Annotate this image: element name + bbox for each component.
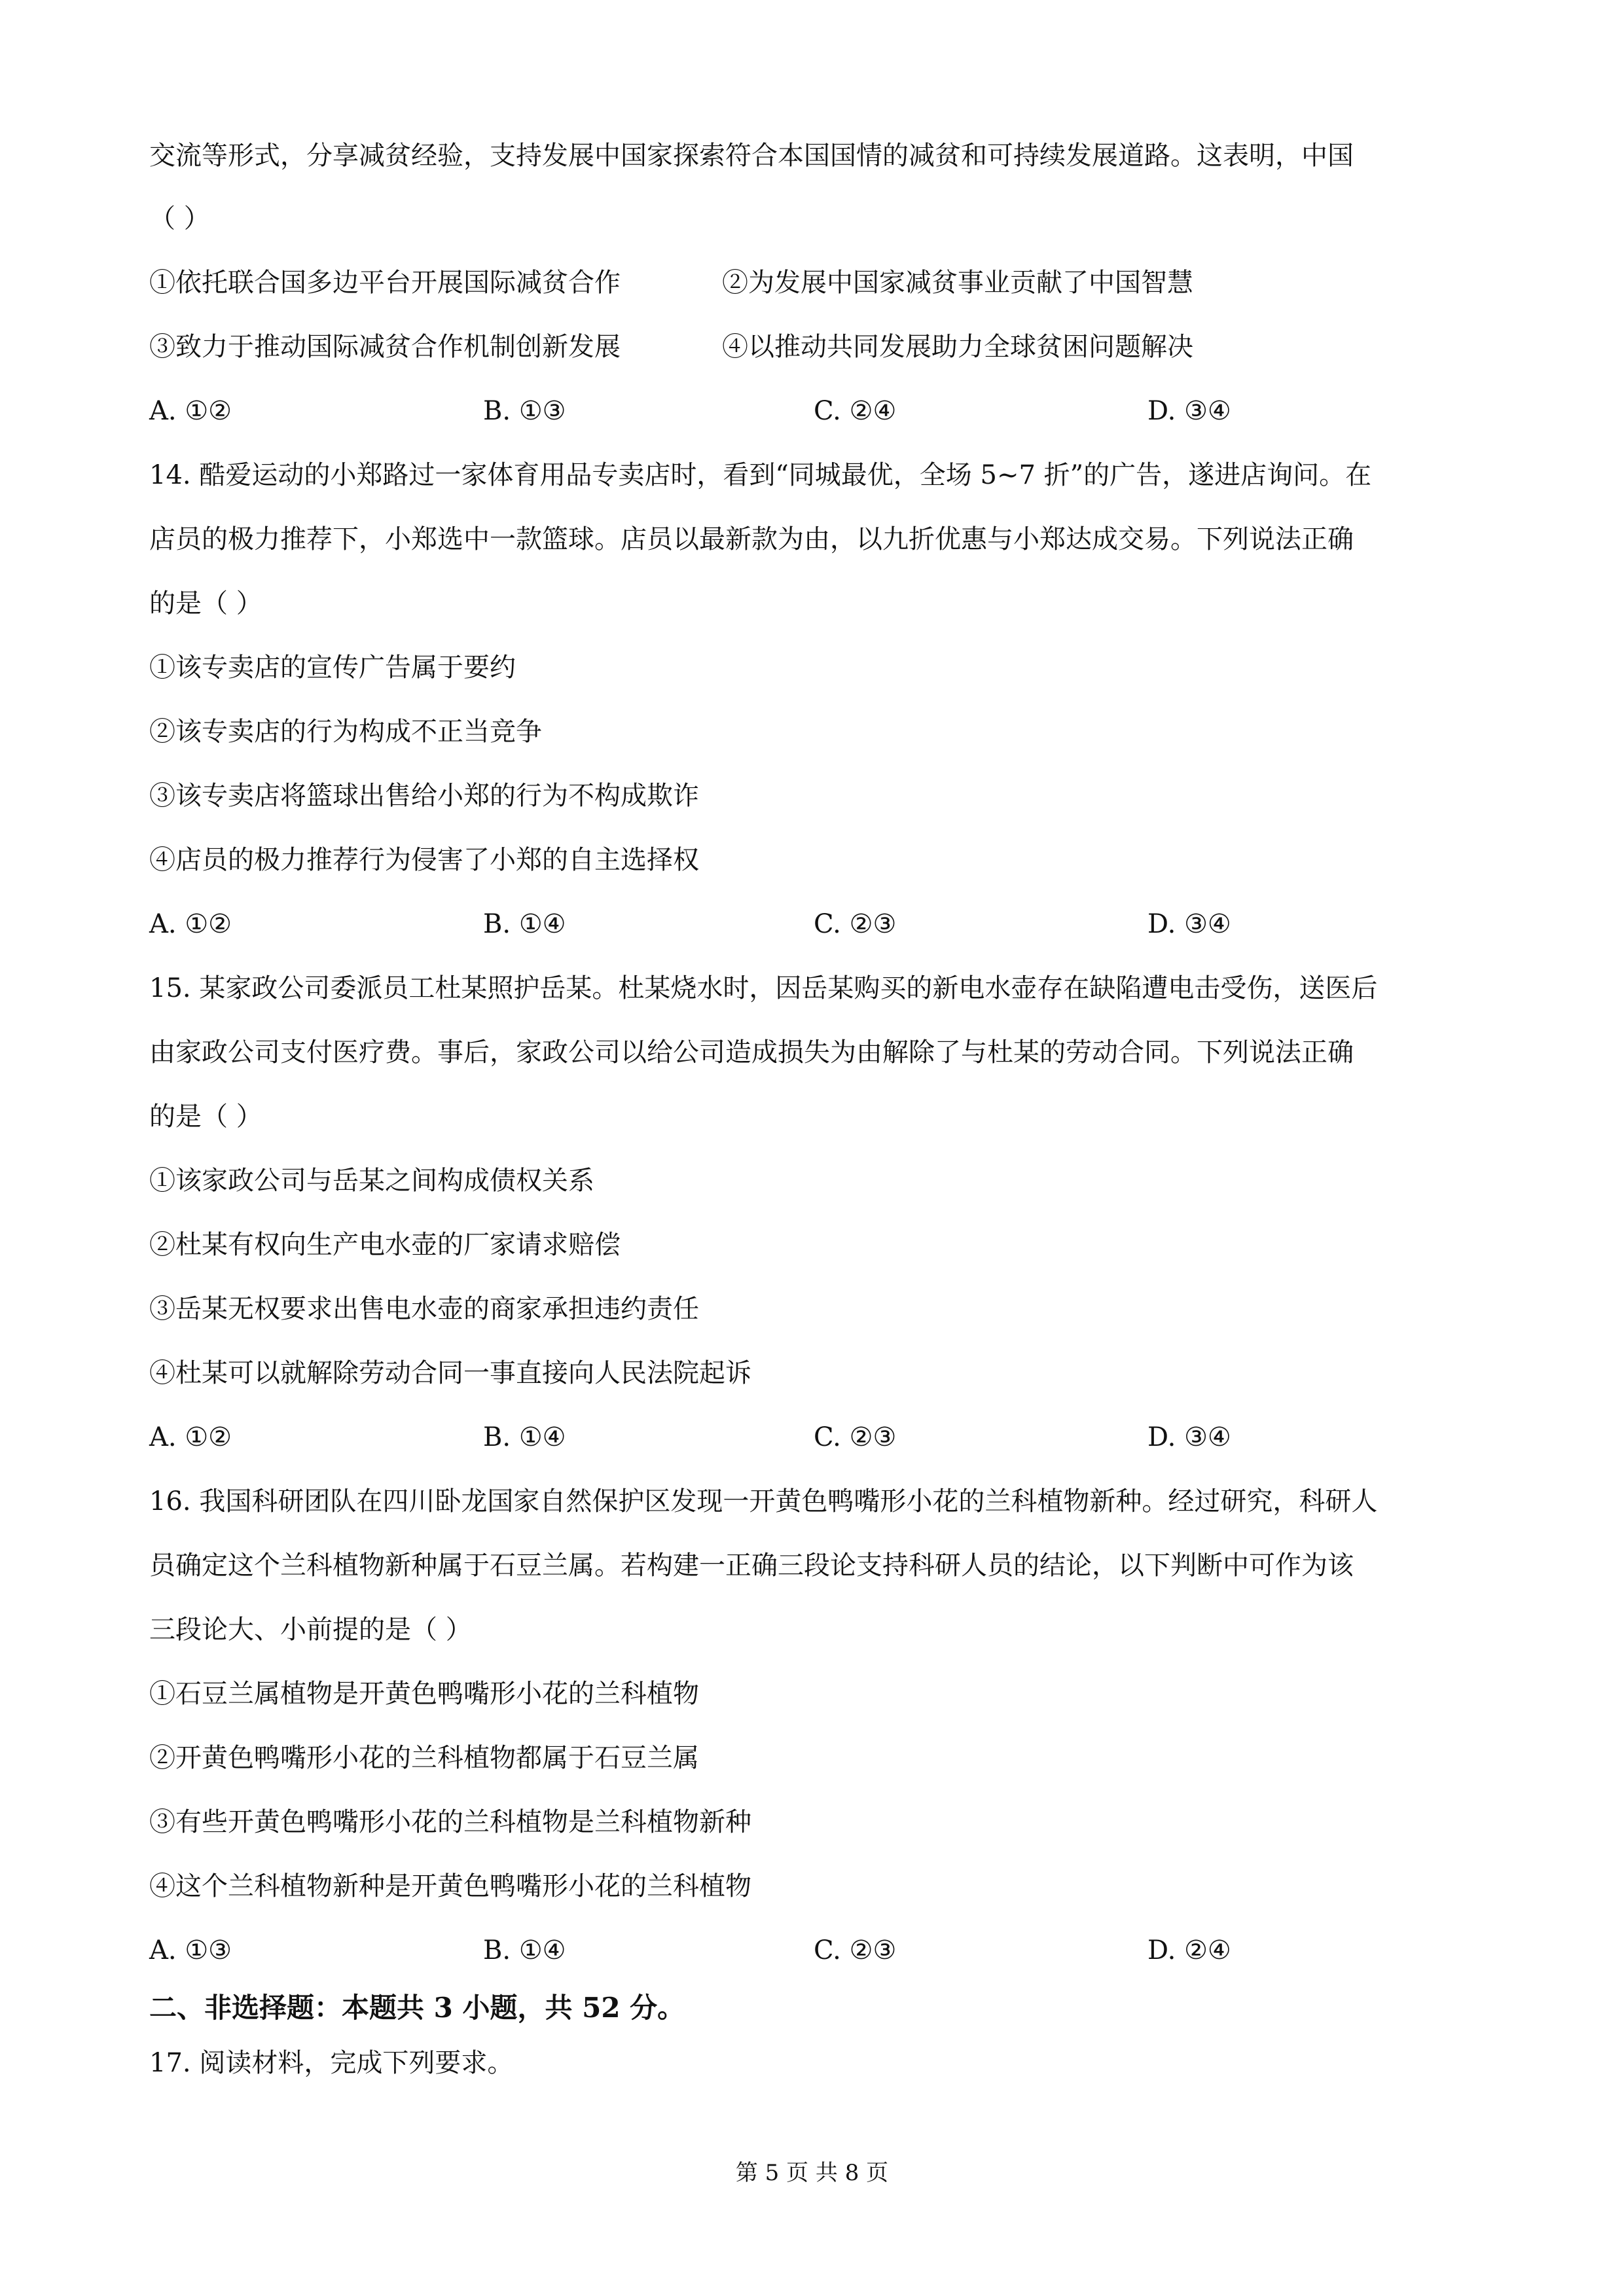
q14-statement-2: ②该专卖店的行为构成不正当竞争 [149,717,542,747]
q16-statement-4: ④这个兰科植物新种是开黄色鸭嘴形小花的兰科植物 [149,1871,751,1901]
q14-stem-line-1: 14. 酷爱运动的小郑路过一家体育用品专卖店时，看到“同城最优，全场 5~7 折”的广告，遂进店询问。在 [149,460,1372,490]
q13-option-b[interactable]: B. ①③ [483,396,566,426]
q13-stem-line: 交流等形式，分享减贫经验，支持发展中国家探索符合本国国情的减贫和可持续发展道路。这表明，中国 [149,141,1354,171]
q15-option-d[interactable]: D. ③④ [1147,1422,1231,1452]
q15-option-b[interactable]: B. ①④ [483,1422,566,1452]
q13-answer-paren: （ ） [149,204,210,234]
q13-option-c[interactable]: C. ②④ [814,396,897,426]
q15-statement-1: ①该家政公司与岳某之间构成债权关系 [149,1166,594,1196]
q16-statement-3: ③有些开黄色鸭嘴形小花的兰科植物是兰科植物新种 [149,1807,751,1837]
q14-statement-3: ③该专卖店将篮球出售给小郑的行为不构成欺诈 [149,781,699,811]
q16-options [149,1935,1524,1966]
q14-statement-4: ④店员的极力推荐行为侵害了小郑的自主选择权 [149,845,699,875]
q16-option-c[interactable]: C. ②③ [814,1935,897,1965]
q16-stem-line-3: 三段论大、小前提的是（ ） [149,1615,472,1645]
q14-options [149,908,1524,940]
q16-statement-2: ②开黄色鸭嘴形小花的兰科植物都属于石豆兰属 [149,1743,699,1773]
q13-statements-row-1 [149,267,1524,298]
q16-statement-1: ①石豆兰属植物是开黄色鸭嘴形小花的兰科植物 [149,1679,699,1709]
q16-stem-line-1: 16. 我国科研团队在四川卧龙国家自然保护区发现一开黄色鸭嘴形小花的兰科植物新种。经过研究，科研人 [149,1486,1378,1516]
q14-stem-line-3: 的是（ ） [149,588,262,619]
q14-statement-1: ①该专卖店的宣传广告属于要约 [149,653,516,683]
q13-statement-3: ③致力于推动国际减贫合作机制创新发展 [149,332,621,362]
q14-option-d[interactable]: D. ③④ [1147,909,1231,939]
q15-options [149,1422,1524,1453]
q16-option-d[interactable]: D. ②④ [1147,1935,1231,1965]
q15-stem-line-1: 15. 某家政公司委派员工杜某照护岳某。杜某烧水时，因岳某购买的新电水壶存在缺陷遭电击受伤，送医后 [149,973,1378,1003]
q15-stem-line-2: 由家政公司支付医疗费。事后，家政公司以给公司造成损失为由解除了与杜某的劳动合同。下列说法正确 [149,1037,1354,1067]
q14-option-c[interactable]: C. ②③ [814,909,897,939]
q15-statement-3: ③岳某无权要求出售电水壶的商家承担违约责任 [149,1294,699,1324]
q17-stem-line-1: 17. 阅读材料，完成下列要求。 [149,2048,514,2078]
q13-statement-1: ①依托联合国多边平台开展国际减贫合作 [149,268,621,298]
section-heading: 二、非选择题：本题共 3 小题，共 52 分。 [149,1992,685,2024]
q15-statement-4: ④杜某可以就解除劳动合同一事直接向人民法院起诉 [149,1358,751,1388]
q13-option-a[interactable]: A. ①② [149,396,232,426]
q15-option-a[interactable]: A. ①② [149,1422,232,1452]
q14-option-b[interactable]: B. ①④ [483,909,566,939]
q16-option-b[interactable]: B. ①④ [483,1935,566,1965]
q15-statement-2: ②杜某有权向生产电水壶的厂家请求赔偿 [149,1230,621,1260]
q14-option-a[interactable]: A. ①② [149,909,232,939]
q16-option-a[interactable]: A. ①③ [149,1935,232,1965]
q14-stem-line-2: 店员的极力推荐下，小郑选中一款篮球。店员以最新款为由，以九折优惠与小郑达成交易。下列说法正确 [149,524,1354,554]
q15-option-c[interactable]: C. ②③ [814,1422,897,1452]
q13-options [149,395,1524,427]
q15-stem-line-3: 的是（ ） [149,1102,262,1132]
page-footer: 第 5 页 共 8 页 [735,2160,889,2186]
q13-option-d[interactable]: D. ③④ [1147,396,1231,426]
q16-stem-line-2: 员确定这个兰科植物新种属于石豆兰属。若构建一正确三段论支持科研人员的结论，以下判断中可作为该 [149,1551,1354,1581]
q13-statement-2: ②为发展中国家减贫事业贡献了中国智慧 [722,268,1193,298]
q13-statement-4: ④以推动共同发展助力全球贫困问题解决 [722,332,1193,362]
q13-statements-row-2 [149,331,1524,363]
